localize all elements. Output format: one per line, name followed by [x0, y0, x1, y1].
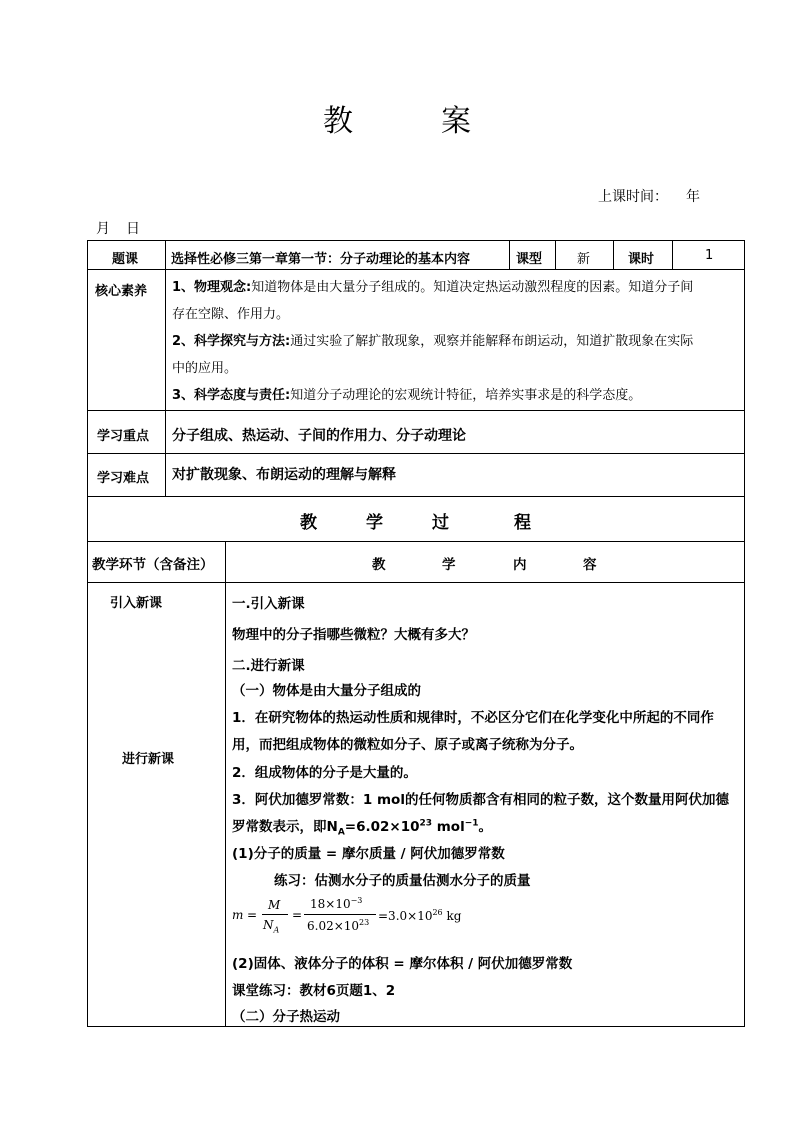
row-divider — [87, 496, 745, 497]
content-line: (2)固体、液体分子的体积 = 摩尔体积 / 阿伏加德罗常数 — [232, 956, 573, 972]
row-divider — [87, 269, 745, 270]
formula-m: m — [232, 908, 244, 922]
difficulty-text: 对扩散现象、布朗运动的理解与解释 — [172, 467, 396, 483]
col-divider — [225, 541, 226, 1027]
formula-N: $N_A$ — [263, 918, 280, 935]
fraction-bar — [262, 914, 288, 915]
focus-text: 分子组成、热运动、子间的作用力、分子动理论 — [172, 428, 466, 444]
formula-M: M — [268, 898, 281, 912]
content-line: 3．阿伏加德罗常数：1 mol的任何物质都含有相同的粒子数，这个数量用阿伏加德 — [232, 792, 729, 808]
hours-label: 课时 — [628, 252, 655, 267]
focus-label: 学习重点 — [97, 429, 150, 444]
type-value: 新 — [577, 252, 591, 267]
content-line: （一）物体是由大量分子组成的 — [232, 683, 421, 699]
content-line: 2．组成物体的分子是大量的。 — [232, 765, 417, 781]
core-item: 1、物理观念:知道物体是由大量分子组成的。知道决定热运动激烈程度的因素。知道分子间 — [172, 280, 694, 295]
content-line: 1．在研究物体的热运动性质和规律时，不必区分它们在化学变化中所起的不同作 — [232, 710, 714, 726]
content-line: 课堂练习：教材6页题1、2 — [232, 983, 396, 999]
core-item: 2、科学探究与方法:通过实验了解扩散现象，观察并能解释布朗运动，知道扩散现象在实际 — [172, 334, 694, 349]
hours-value: 1 — [705, 248, 714, 263]
row-divider — [87, 582, 745, 583]
col-divider — [613, 240, 614, 269]
content-line: 用，而把组成物体的微粒如分子、原子或离子统称为分子。 — [232, 737, 583, 753]
fraction-bar — [304, 914, 376, 915]
formula-result: $=3.0\times 10^{26}$ kg — [378, 908, 462, 923]
title-char: 教 — [323, 104, 353, 139]
title-char: 案 — [441, 104, 471, 139]
row-divider — [87, 410, 745, 411]
formula-eq: = — [292, 908, 303, 922]
page-title — [0, 96, 794, 140]
core-item: 存在空隙、作用力。 — [172, 307, 290, 322]
row-divider — [87, 541, 745, 542]
type-label: 课型 — [516, 252, 543, 267]
formula-eq: = — [247, 908, 258, 922]
content-line: 物理中的分子指哪些微粒？大概有多大？ — [232, 627, 475, 643]
class-time — [598, 186, 700, 206]
content-line: 二.进行新课 — [232, 658, 305, 674]
row-divider — [87, 453, 745, 454]
formula-den: $6.02\times 10^{23}$ — [307, 918, 370, 933]
col-divider — [672, 240, 673, 269]
difficulty-label: 学习难点 — [97, 471, 150, 486]
core-items — [172, 274, 693, 409]
core-item: 中的应用。 — [172, 361, 238, 376]
content-line: 罗常数表示，即$N_A=6.02\times 10^{23}$ mol$^{-1}$。 — [232, 818, 493, 838]
core-item: 3、科学态度与责任:知道分子动理论的宏观统计特征，培养实事求是的科学态度。 — [172, 388, 642, 403]
content-line: 一.引入新课 — [232, 596, 305, 612]
stage-new: 进行新课 — [122, 752, 175, 767]
month-day — [96, 218, 140, 238]
topic-text: 选择性必修三第一章第一节：分子动理论的基本内容 — [171, 252, 471, 267]
stage-header: 教学环节（含备注） — [92, 557, 214, 573]
core-label: 核心素养 — [95, 284, 148, 299]
month-label: 月 — [96, 221, 110, 237]
class-time-label: 上课时间： — [598, 189, 668, 205]
col-divider — [509, 240, 510, 269]
content-line: 练习：估测水分子的质量估测水分子的质量 — [274, 873, 531, 889]
day-label: 日 — [126, 221, 140, 237]
topic-label: 题课 — [112, 252, 139, 267]
col-divider — [165, 240, 166, 496]
stage-intro: 引入新课 — [110, 596, 163, 611]
col-divider — [555, 240, 556, 269]
formula-num: $18\times 10^{-3}$ — [310, 896, 363, 911]
class-time-year: 年 — [686, 189, 700, 205]
content-line: (1)分子的质量 = 摩尔质量 / 阿伏加德罗常数 — [232, 846, 505, 862]
content-line: （二）分子热运动 — [232, 1009, 340, 1025]
